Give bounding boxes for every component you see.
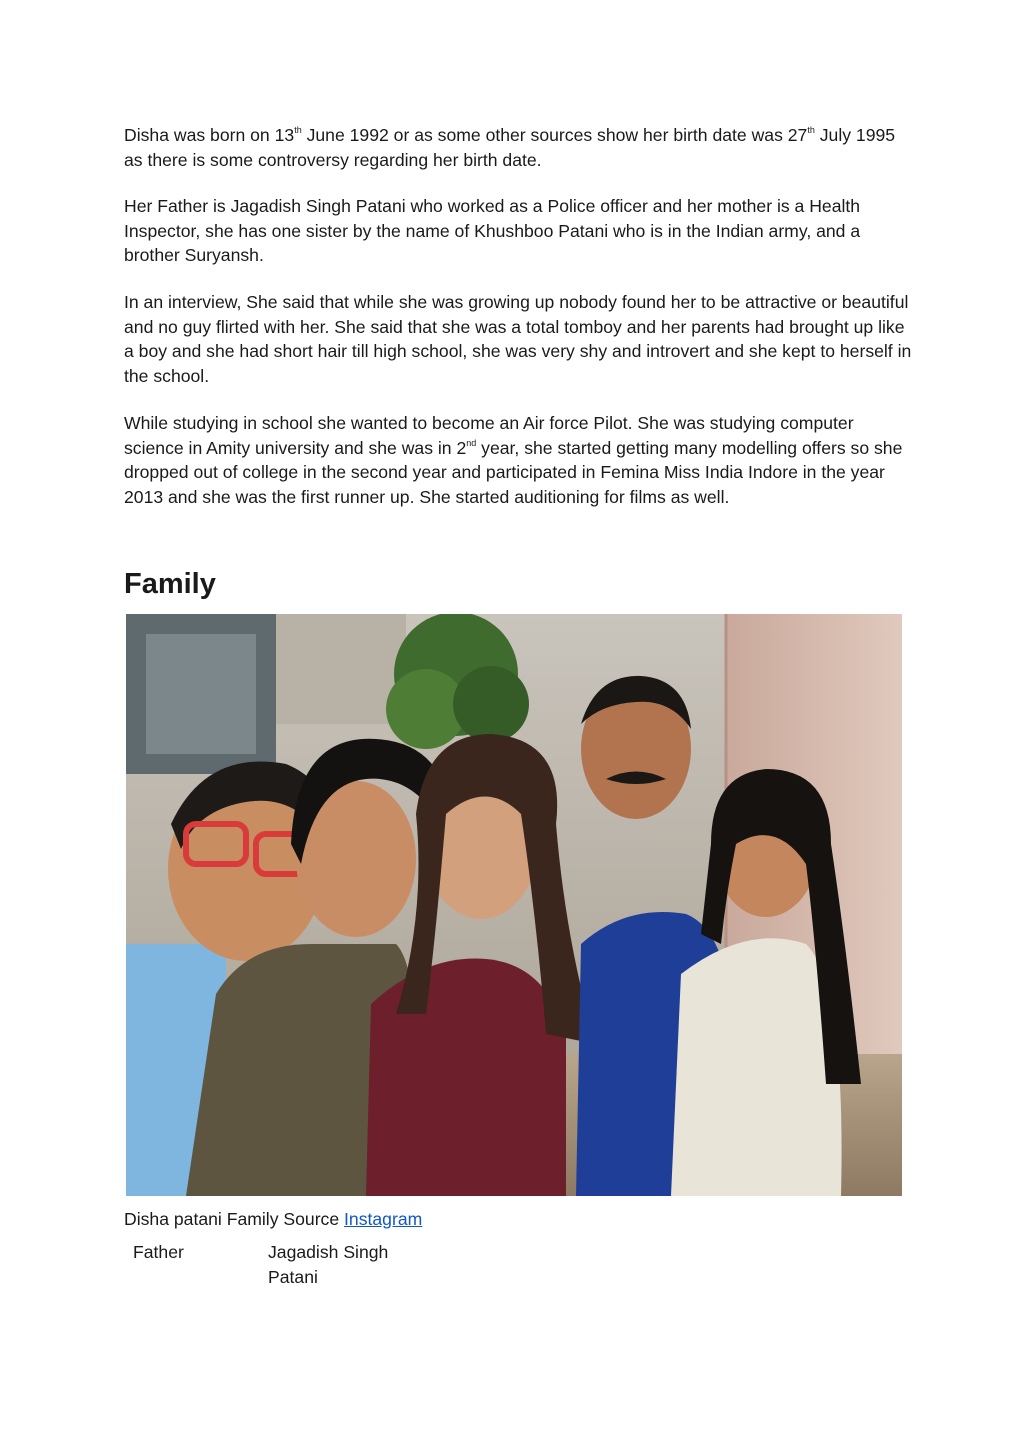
family-table-key-father: Father <box>133 1242 184 1262</box>
caption-text: Disha patani Family Source <box>124 1209 345 1229</box>
paragraph-text: year, she started getting many modelling offers so she dropped out of college in the second year and participated in Femina Miss India Indore in the year 2013 and she was the first runner up. She started auditioning for films as well. <box>124 437 903 507</box>
paragraph-text: June 1992 or as some other sources show her birth date was 27 <box>301 125 808 145</box>
photo-caption <box>124 1207 422 1231</box>
paragraph-text: While studying in school she wanted to become an Air force Pilot. She was studying computer science in Amity university and she was in 2 <box>124 413 854 458</box>
section-heading-family: Family <box>124 568 216 600</box>
paragraph-interview: In an interview, She said that while she was growing up nobody found her to be attractive or beautiful and no guy flirted with her. She said that she was a total tomboy and her parents had brought up like a boy and she had short hair till high school, she was very shy and introvert and she kept to herself in the school. <box>124 292 912 386</box>
paragraph-education <box>124 411 914 509</box>
family-table-value-father: Jagadish Singh Patani <box>268 1242 389 1287</box>
paragraph-parents: Her Father is Jagadish Singh Patani who worked as a Police officer and her mother is a Health Inspector, she has one sister by the name of Khushboo Patani who is in the Indian army, and a brother Suryansh. <box>124 196 861 266</box>
paragraph-birth-date <box>124 123 914 172</box>
instagram-link[interactable]: Instagram <box>344 1209 423 1229</box>
superscript: th <box>294 125 302 135</box>
superscript: nd <box>466 437 477 448</box>
family-photo <box>126 614 902 1196</box>
paragraph-text: Disha was born on 13 <box>124 125 295 145</box>
paragraph-text: July 1995 as there is some controversy regarding her birth date. <box>124 125 896 170</box>
superscript: th <box>807 125 815 135</box>
